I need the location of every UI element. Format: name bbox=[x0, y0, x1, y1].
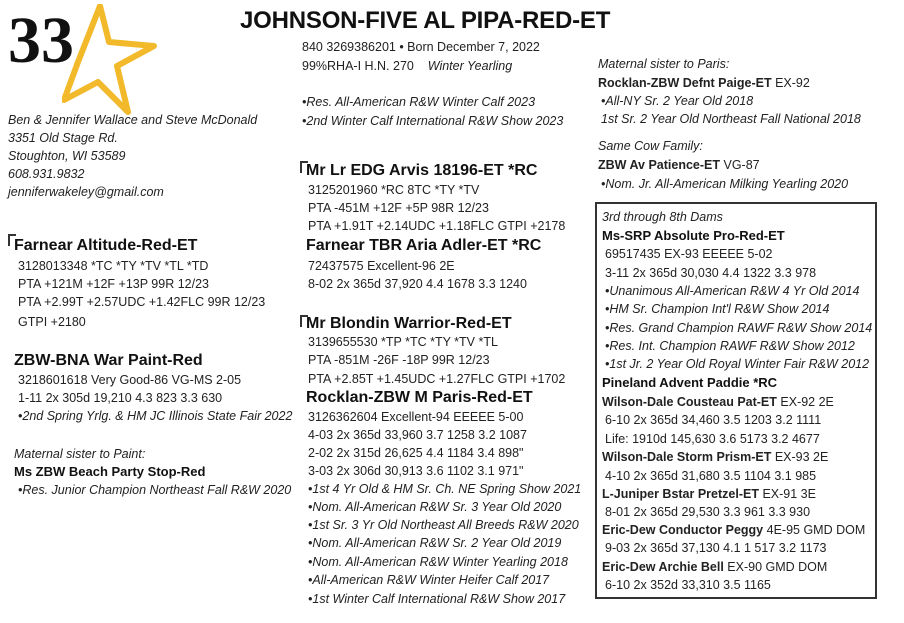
mgs-line: 3125201960 *RC 8TC *TY *TV bbox=[308, 183, 480, 197]
paris-award: •Nom. All-American R&W Winter Yearling 2018 bbox=[308, 555, 568, 569]
paris-award: •Nom. All-American R&W Sr. 2 Year Old 2019 bbox=[308, 536, 562, 550]
dam4-name: Pineland Advent Paddie *RC bbox=[602, 375, 778, 390]
paris-line: 2-02 2x 315d 26,625 4.4 1184 3.4 898" bbox=[308, 446, 524, 460]
paris-sister-award: 1st Sr. 2 Year Old Northeast Fall National 2018 bbox=[601, 112, 861, 126]
dam3-award: •1st Jr. 2 Year Old Royal Winter Fair R&W 2012 bbox=[605, 357, 870, 371]
maternal-sister-name: Ms ZBW Beach Party Stop-Red bbox=[14, 464, 206, 479]
maternal-sister-label: Maternal sister to Paint: bbox=[14, 447, 146, 461]
paris-sister-name: Rocklan-ZBW Defnt Paige-ET bbox=[598, 76, 772, 90]
dam8-score: 4E-95 GMD DOM bbox=[763, 523, 866, 537]
dam9-line: 6-10 2x 352d 33,310 3.5 1165 bbox=[605, 578, 771, 592]
registration-line: 840 3269386201 • Born December 7, 2022 bbox=[302, 40, 540, 54]
dam6-title bbox=[602, 448, 828, 466]
sire2-line: 3139655530 *TP *TC *TY *TV *TL bbox=[308, 335, 498, 349]
granddam-line: 72437575 Excellent-96 2E bbox=[308, 259, 455, 273]
paris-award: •1st 4 Yr Old & HM Sr. Ch. NE Spring Show 2021 bbox=[308, 482, 582, 496]
dam5-line: 6-10 2x 365d 34,460 3.5 1203 3.2 1111 bbox=[605, 413, 822, 427]
sire2-line: PTA -851M -26F -18P 99R 12/23 bbox=[308, 353, 490, 367]
dam7-line: 8-01 2x 365d 29,530 3.3 961 3.3 930 bbox=[605, 505, 811, 519]
cow-family-name: ZBW Av Patience-ET bbox=[598, 158, 721, 172]
dam9-name: Eric-Dew Archie Bell bbox=[602, 560, 724, 574]
dam3-award: •HM Sr. Champion Int'l R&W Show 2014 bbox=[605, 302, 830, 316]
dam5-line: Life: 1910d 145,630 3.6 5173 3.2 4677 bbox=[605, 432, 820, 446]
subject-award: •Res. All-American R&W Winter Calf 2023 bbox=[302, 95, 536, 109]
paris-line: 3126362604 Excellent-94 EEEEE 5-00 bbox=[308, 410, 524, 424]
consignor-email: jenniferwakeley@gmail.com bbox=[8, 185, 164, 199]
paris-award: •All-American R&W Winter Heifer Calf 2017 bbox=[308, 573, 550, 587]
dam3-award: •Res. Grand Champion RAWF R&W Show 2014 bbox=[605, 321, 873, 335]
dam8-name: Eric-Dew Conductor Peggy bbox=[602, 523, 764, 537]
dam3-award: •Res. Int. Champion RAWF R&W Show 2012 bbox=[605, 339, 855, 353]
mgs-line: PTA -451M +12F +5P 98R 12/23 bbox=[308, 201, 489, 215]
consignor-name: Ben & Jennifer Wallace and Steve McDonald bbox=[8, 113, 258, 127]
dam9-score: EX-90 GMD DOM bbox=[723, 560, 828, 574]
dams-box-label: 3rd through 8th Dams bbox=[602, 210, 723, 224]
dam6-name: Wilson-Dale Storm Prism-ET bbox=[602, 450, 772, 464]
paris-sister-award: •All-NY Sr. 2 Year Old 2018 bbox=[601, 94, 754, 108]
paris-sister-title bbox=[598, 74, 810, 92]
cow-family-award: •Nom. Jr. All-American Milking Yearling 2020 bbox=[601, 177, 849, 191]
sire-line: GTPI +2180 bbox=[18, 315, 86, 329]
dam3-line: 3-11 2x 365d 30,030 4.4 1322 3.3 978 bbox=[605, 266, 817, 280]
sire-line: PTA +2.99T +2.57UDC +1.42FLC 99R 12/23 bbox=[18, 295, 266, 309]
paris-sister-label: Maternal sister to Paris: bbox=[598, 57, 730, 71]
cow-family-label: Same Cow Family: bbox=[598, 139, 703, 153]
dam-award: •2nd Spring Yrlg. & HM JC Illinois State Fair 2022 bbox=[18, 409, 293, 423]
granddam-name: Farnear TBR Aria Adler-ET *RC bbox=[306, 237, 542, 254]
dam7-name: L-Juniper Bstar Pretzel-ET bbox=[602, 487, 759, 501]
maternal-sister-award: •Res. Junior Champion Northeast Fall R&W 2020 bbox=[18, 483, 292, 497]
consignor-city: Stoughton, WI 53589 bbox=[8, 149, 126, 163]
paris-line: 3-03 2x 306d 30,913 3.6 1102 3.1 971" bbox=[308, 464, 524, 478]
dam-line: 3218601618 Very Good-86 VG-MS 2-05 bbox=[18, 373, 242, 387]
dam6-score: EX-93 2E bbox=[771, 450, 829, 464]
type-text: 99%RHA-I H.N. 270 bbox=[302, 59, 414, 73]
paris-line: 4-03 2x 365d 33,960 3.7 1258 3.2 1087 bbox=[308, 428, 527, 442]
lot-number: 33 bbox=[8, 4, 74, 77]
cow-family-score: VG-87 bbox=[720, 158, 760, 172]
dam9-title bbox=[602, 558, 827, 576]
dam3-award: •Unanimous All-American R&W 4 Yr Old 2014 bbox=[605, 284, 860, 298]
dam7-title bbox=[602, 485, 816, 503]
cow-family-title bbox=[598, 156, 760, 174]
consignor-address: 3351 Old Stage Rd. bbox=[8, 131, 118, 145]
mgs-line: PTA +1.91T +2.14UDC +1.18FLC GTPI +2178 bbox=[308, 219, 566, 233]
paris-name: Rocklan-ZBW M Paris-Red-ET bbox=[306, 389, 533, 406]
dam5-score: EX-92 2E bbox=[776, 395, 834, 409]
sire2-name: Mr Blondin Warrior-Red-ET bbox=[306, 315, 512, 332]
dam7-score: EX-91 3E bbox=[758, 487, 816, 501]
sire-name: Farnear Altitude-Red-ET bbox=[14, 237, 198, 254]
sire-line: 3128013348 *TC *TY *TV *TL *TD bbox=[18, 259, 209, 273]
dam-name: ZBW-BNA War Paint-Red bbox=[14, 352, 203, 369]
dam5-title bbox=[602, 393, 834, 411]
consignor-phone: 608.931.9832 bbox=[8, 167, 85, 181]
class-text: Winter Yearling bbox=[427, 59, 513, 73]
type-line bbox=[302, 57, 512, 75]
paris-award: •1st Sr. 3 Yr Old Northeast All Breeds R&W 2020 bbox=[308, 518, 579, 532]
dam8-line: 9-03 2x 365d 37,130 4.1 1 517 3.2 1173 bbox=[605, 541, 827, 555]
dam3-name: Ms-SRP Absolute Pro-Red-ET bbox=[602, 228, 785, 243]
paris-award: •Nom. All-American R&W Sr. 3 Year Old 2020 bbox=[308, 500, 562, 514]
dam5-name: Wilson-Dale Cousteau Pat-ET bbox=[602, 395, 777, 409]
sire-line: PTA +121M +12F +13P 99R 12/23 bbox=[18, 277, 209, 291]
dam3-line: 69517435 EX-93 EEEEE 5-02 bbox=[605, 247, 773, 261]
star-icon bbox=[62, 4, 162, 116]
paris-sister-score: EX-92 bbox=[771, 76, 810, 90]
page-title: JOHNSON-FIVE AL PIPA-RED-ET bbox=[240, 7, 611, 34]
granddam-line: 8-02 2x 365d 37,920 4.4 1678 3.3 1240 bbox=[308, 277, 527, 291]
paris-award: •1st Winter Calf International R&W Show 2017 bbox=[308, 592, 566, 606]
subject-award: •2nd Winter Calf International R&W Show 2023 bbox=[302, 114, 564, 128]
sire2-line: PTA +2.85T +1.45UDC +1.27FLC GTPI +1702 bbox=[308, 372, 566, 386]
dam8-title bbox=[602, 521, 865, 539]
dam-line: 1-11 2x 305d 19,210 4.3 823 3.3 630 bbox=[18, 391, 223, 405]
dam6-line: 4-10 2x 365d 31,680 3.5 1104 3.1 985 bbox=[605, 469, 817, 483]
mgs-name: Mr Lr EDG Arvis 18196-ET *RC bbox=[306, 162, 538, 179]
